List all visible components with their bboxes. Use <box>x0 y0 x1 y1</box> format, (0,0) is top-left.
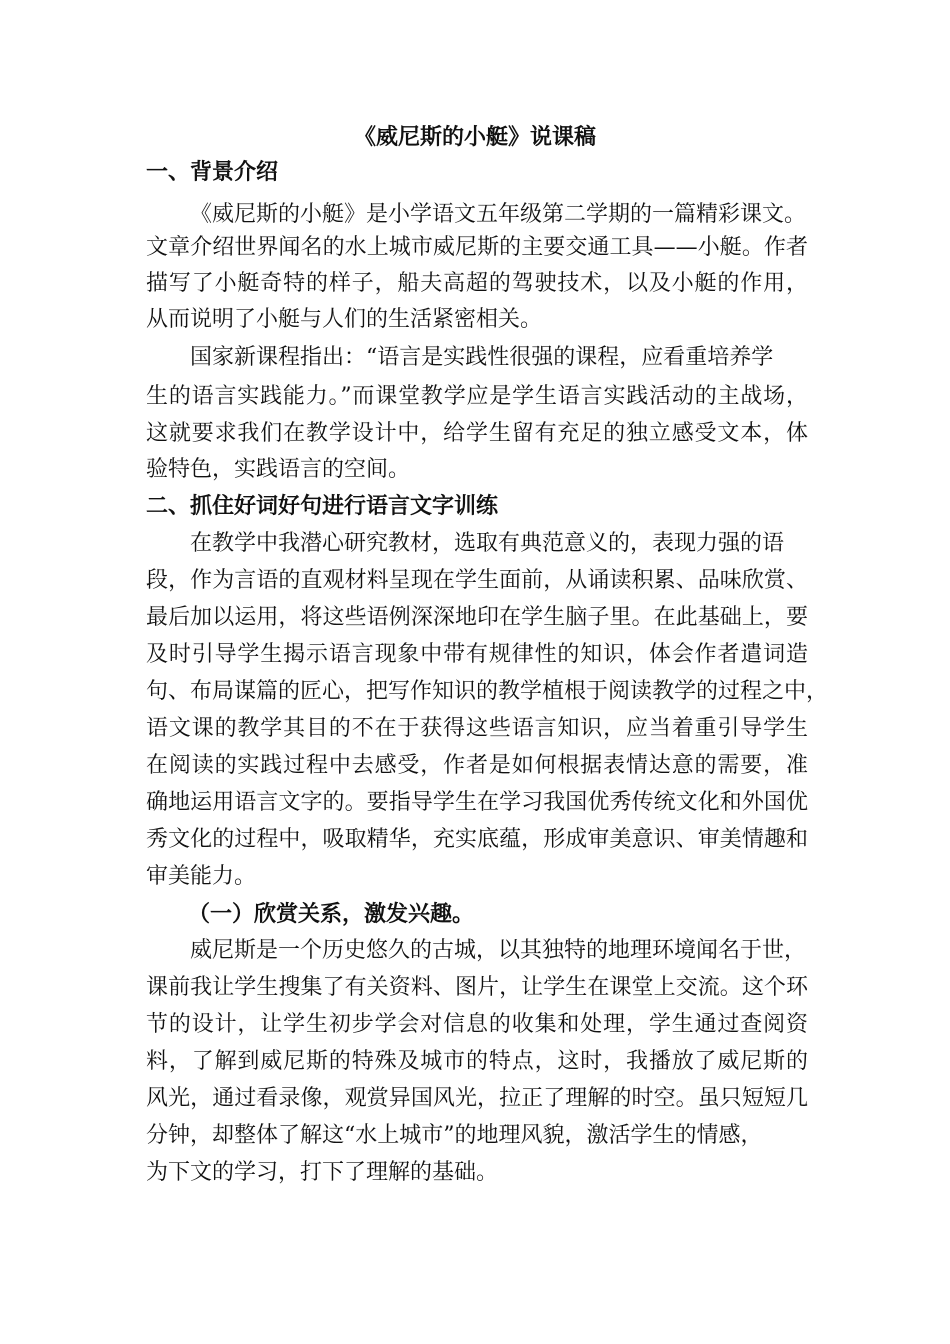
paragraph-line: 描写了小艇奇特的样子，船夫高超的驾驶技术，以及小艇的作用， <box>146 271 808 296</box>
paragraph-line: 秀文化的过程中，吸取精华，充实底蕴，形成审美意识、审美情趣和 <box>146 827 808 852</box>
subsection-heading: （一）欣赏关系，激发兴趣。 <box>188 901 475 927</box>
paragraph-line: 威尼斯是一个历史悠久的古城，以其独特的地理环境闻名于世， <box>190 938 807 963</box>
paragraph-line: 课前我让学生搜集了有关资料、图片，让学生在课堂上交流。这个环 <box>146 975 808 1000</box>
paragraph-line: 及时引导学生揭示语言现象中带有规律性的知识，体会作者遣词造 <box>146 642 808 667</box>
paragraph-line: 审美能力。 <box>146 864 257 889</box>
paragraph-line: 在教学中我潜心研究教材，选取有典范意义的，表现力强的语 <box>190 531 785 556</box>
paragraph-line: 最后加以运用，将这些语例深深地印在学生脑子里。在此基础上，要 <box>146 605 808 630</box>
paragraph-line: 分钟，却整体了解这“水上城市”的地理风貌，激活学生的情感， <box>146 1123 763 1148</box>
paragraph-line: 这就要求我们在教学设计中，给学生留有充足的独立感受文本，体 <box>146 421 808 446</box>
paragraph-line: 风光，通过看录像，观赏异国风光，拉正了理解的时空。虽只短短几 <box>146 1086 808 1111</box>
paragraph-line: 为下文的学习，打下了理解的基础。 <box>146 1160 499 1185</box>
paragraph-line: 确地运用语言文字的。要指导学生在学习我国优秀传统文化和外国优 <box>146 790 808 815</box>
paragraph-line: 段，作为言语的直观材料呈现在学生面前，从诵读积累、品味欣赏、 <box>146 568 808 593</box>
paragraph-line: 验特色，实践语言的空间。 <box>146 457 411 482</box>
paragraph-line: 节的设计，让学生初步学会对信息的收集和处理，学生通过查阅资 <box>146 1012 808 1037</box>
section-1-heading: 一、背景介绍 <box>146 159 279 185</box>
paragraph-line: 从而说明了小艇与人们的生活紧密相关。 <box>146 307 543 332</box>
paragraph-line: 国家新课程指出：“语言是实践性很强的课程，应看重培养学 <box>190 345 774 370</box>
document-title: 《威尼斯的小艇》说课稿 <box>353 124 596 150</box>
paragraph-line: 料，了解到威尼斯的特殊及城市的特点，这时，我播放了威尼斯的 <box>146 1049 808 1074</box>
paragraph-line: 文章介绍世界闻名的水上城市威尼斯的主要交通工具——小艇。作者 <box>146 235 808 260</box>
paragraph-line: 句、布局谋篇的匠心，把写作知识的教学植根于阅读教学的过程之中， <box>146 679 829 704</box>
paragraph-line: 在阅读的实践过程中去感受，作者是如何根据表情达意的需要，准 <box>146 753 808 778</box>
paragraph-line: 生的语言实践能力。”而课堂教学应是学生语言实践活动的主战场， <box>146 384 808 409</box>
section-2-heading: 二、抓住好词好句进行语言文字训练 <box>146 493 499 519</box>
paragraph-line: 语文课的教学其目的不在于获得这些语言知识，应当着重引导学生 <box>146 716 808 741</box>
paragraph-line: 《威尼斯的小艇》是小学语文五年级第二学期的一篇精彩课文。 <box>190 202 807 227</box>
